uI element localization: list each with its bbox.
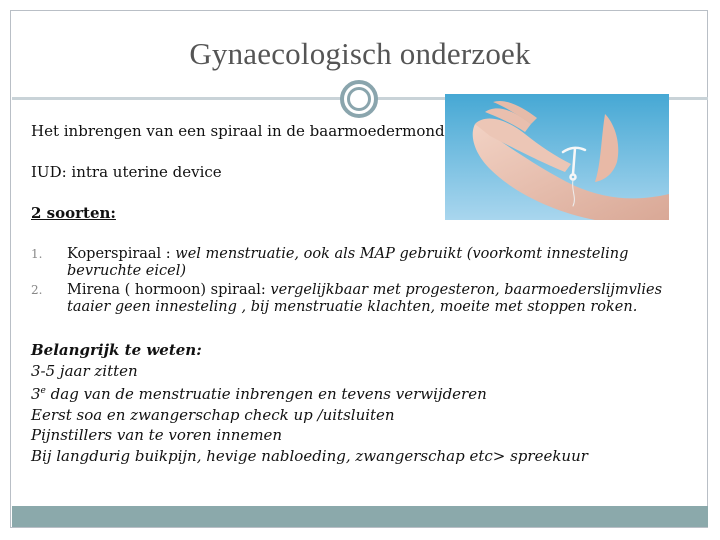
note-line: Pijnstillers van te voren innemen [31,426,283,444]
list-item-description: vergelijkbaar met progesteron, baarmoederslijmvlies [270,282,663,298]
list-item-label: Mirena ( hormoon) spiraal: [67,282,271,298]
hand-with-iud-photo [445,94,669,220]
list-item [31,246,691,280]
list-item-description: wel menstruatie, ook als MAP gebruikt (voorkomt innesteling [175,246,629,262]
iud-types-list [31,246,691,318]
important-heading: Belangrijk te weten: [31,341,202,359]
note-line: Bij langdurig buikpijn, hevige nabloeding, zwangerschap etc> spreekuur [31,446,588,465]
note-line: Eerst soa en zwangerschap check up /uitsluiten [31,405,395,424]
list-item-description-cont: bevruchte eicel) [67,263,187,279]
list-item-description-cont: taaier geen innesteling , bij menstruatie klachten, moeite met stoppen roken. [67,299,638,315]
list-item [31,282,691,316]
important-notes [31,340,588,466]
intro-line: Het inbrengen van een spiraal in de baarmoedermond [31,122,445,140]
list-number: 2. [31,283,43,297]
note-line: 3-5 jaar zitten [31,361,138,380]
footer-bar [12,506,708,527]
note-line [31,381,588,405]
ordinal-suffix: e [40,386,46,396]
ring-ornament-icon [340,80,378,118]
iud-definition: IUD: intra uterine device [31,163,222,181]
ordinal-number: 3 [31,385,41,403]
note-line-text: dag van de menstruatie inbrengen en tevens verwijderen [50,385,487,403]
list-item-label: Koperspiraal : [67,246,176,262]
types-heading: 2 soorten: [31,204,116,222]
list-number: 1. [31,247,43,261]
hand-iud-illustration [445,94,669,220]
slide-title: Gynaecologisch onderzoek [189,36,531,71]
